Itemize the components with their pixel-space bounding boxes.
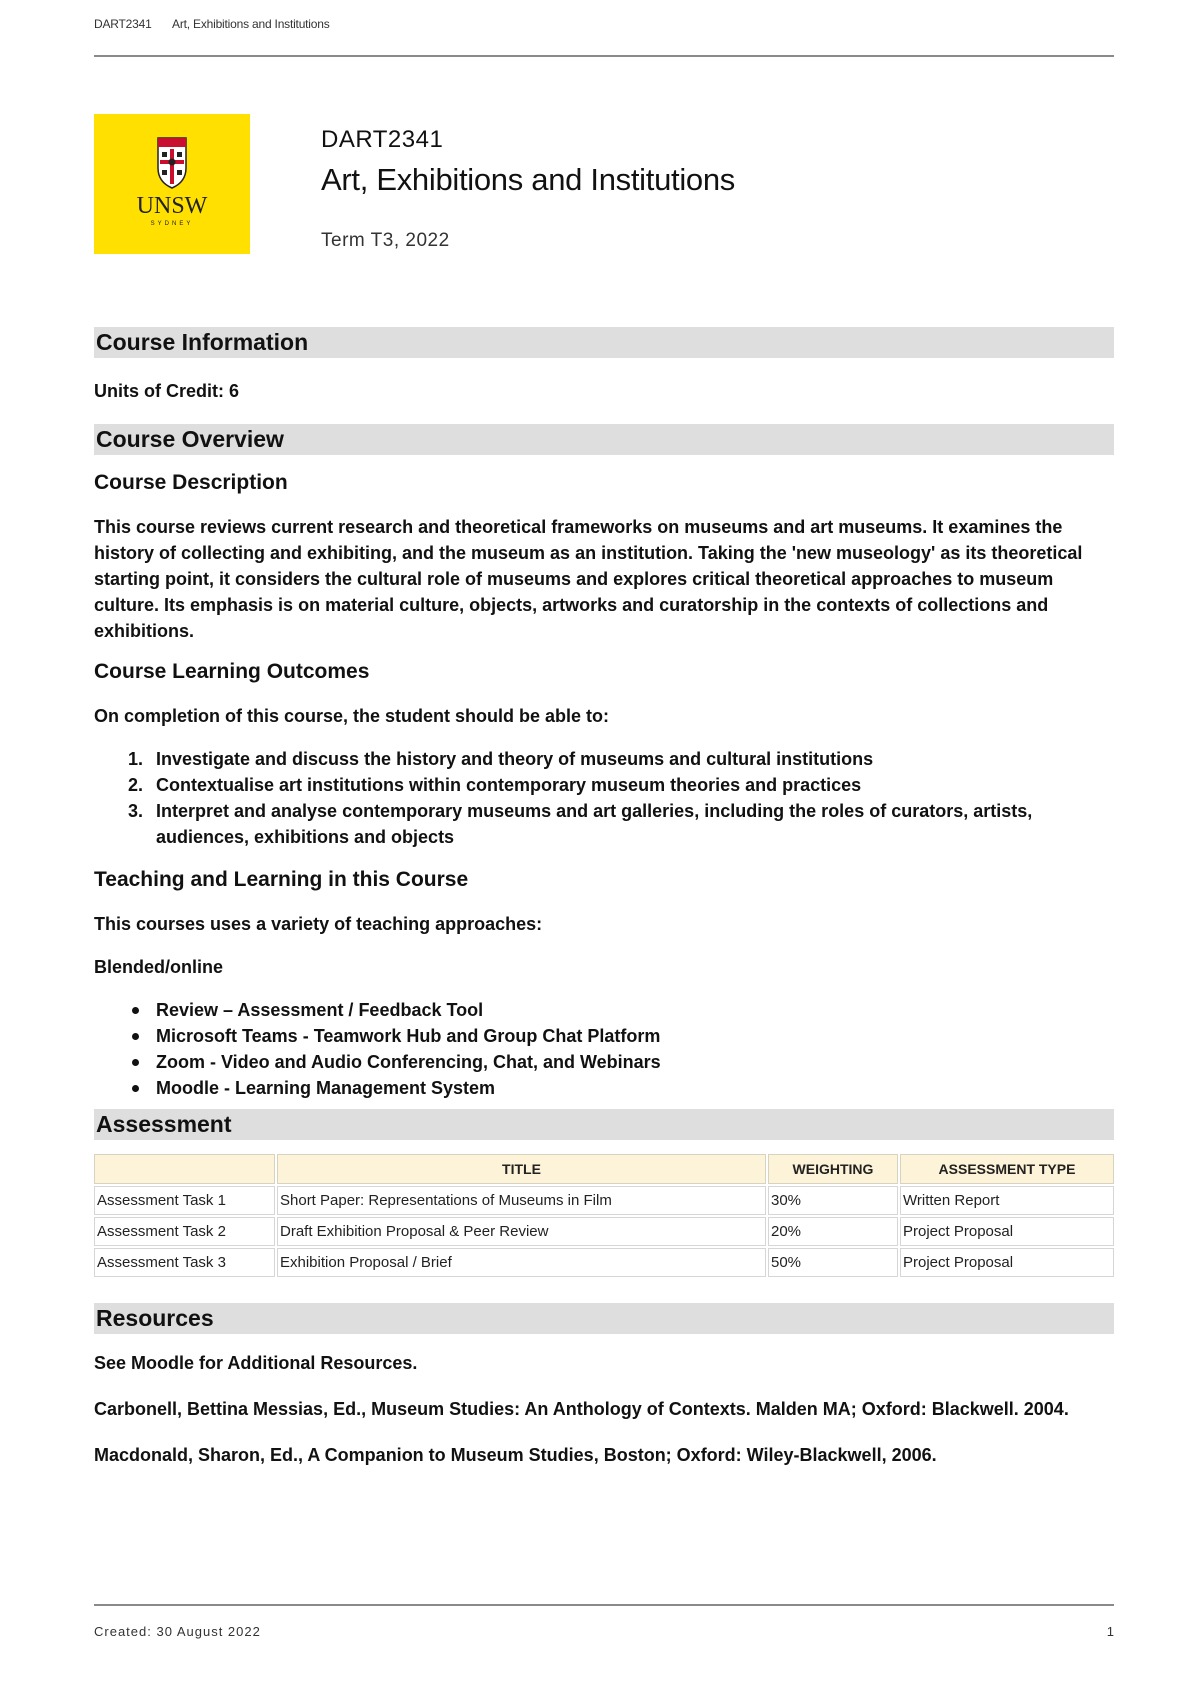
list-number: 3. xyxy=(128,801,144,821)
list-item xyxy=(94,1075,1114,1101)
logo-text: UNSW xyxy=(136,193,208,219)
resources-heading: Resources xyxy=(94,1303,1114,1334)
logo-subtext: SYDNEY xyxy=(150,221,194,227)
outcome-text: Investigate and discuss the history and theory of museums and cultural institutions xyxy=(156,749,874,769)
assessment-table xyxy=(92,1152,1116,1279)
learning-outcomes-heading: Course Learning Outcomes xyxy=(94,660,370,683)
column-header: TITLE xyxy=(277,1154,766,1184)
column-header: WEIGHTING xyxy=(768,1154,898,1184)
list-item xyxy=(94,798,1114,850)
course-term: Term T3, 2022 xyxy=(321,230,450,251)
page-header xyxy=(94,17,1114,31)
list-item xyxy=(94,772,1114,798)
table-row xyxy=(94,1248,1114,1277)
tool-text: Zoom - Video and Audio Conferencing, Chat, and Webinars xyxy=(156,1052,661,1072)
unsw-logo xyxy=(94,114,250,254)
main-content xyxy=(94,327,1114,1468)
unsw-crest-icon xyxy=(94,114,250,254)
teaching-intro: This courses uses a variety of teaching approaches: xyxy=(94,914,543,934)
table-cell: 50% xyxy=(768,1248,898,1277)
table-cell: Assessment Task 1 xyxy=(94,1186,275,1215)
reference-item: Macdonald, Sharon, Ed., A Companion to Museum Studies, Boston; Oxford: Wiley-Blackwell, 2006. xyxy=(94,1445,937,1465)
table-cell: 30% xyxy=(768,1186,898,1215)
teaching-learning-heading: Teaching and Learning in this Course xyxy=(94,868,469,891)
resources-note: See Moodle for Additional Resources. xyxy=(94,1353,418,1373)
outcome-text: Contextualise art institutions within contemporary museum theories and practices xyxy=(156,775,862,795)
tool-text: Microsoft Teams - Teamwork Hub and Group Chat Platform xyxy=(156,1026,661,1046)
course-information-heading: Course Information xyxy=(94,327,1114,358)
list-item xyxy=(94,997,1114,1023)
bullet-icon xyxy=(132,1033,139,1040)
course-name: Art, Exhibitions and Institutions xyxy=(321,162,735,197)
table-cell: Project Proposal xyxy=(900,1248,1114,1277)
page-number: 1 xyxy=(1106,1624,1114,1639)
blended-online-label: Blended/online xyxy=(94,957,224,977)
table-row xyxy=(94,1186,1114,1215)
outcomes-list xyxy=(94,746,1114,850)
list-item xyxy=(94,1049,1114,1075)
header-course-title: Art, Exhibitions and Institutions xyxy=(172,17,330,31)
table-cell: Assessment Task 3 xyxy=(94,1248,275,1277)
tools-list xyxy=(94,997,1114,1101)
title-block xyxy=(321,126,735,252)
table-cell: Written Report xyxy=(900,1186,1114,1215)
assessment-heading: Assessment xyxy=(94,1109,1114,1140)
course-overview-heading: Course Overview xyxy=(94,424,1114,455)
column-header xyxy=(94,1154,275,1184)
list-number: 2. xyxy=(128,775,144,795)
course-description-heading: Course Description xyxy=(94,471,288,494)
units-of-credit: Units of Credit: 6 xyxy=(94,381,240,401)
created-date: Created: 30 August 2022 xyxy=(94,1624,261,1639)
reference-item: Carbonell, Bettina Messias, Ed., Museum Studies: An Anthology of Contexts. Malden MA; Oxford: Blackwell. 2004. xyxy=(94,1399,1069,1419)
table-cell: Exhibition Proposal / Brief xyxy=(277,1248,766,1277)
footer-divider xyxy=(94,1604,1114,1606)
tool-text: Review – Assessment / Feedback Tool xyxy=(156,1000,484,1020)
list-number: 1. xyxy=(128,749,144,769)
table-cell: Draft Exhibition Proposal & Peer Review xyxy=(277,1217,766,1246)
table-header-row xyxy=(94,1154,1114,1184)
bullet-icon xyxy=(132,1059,139,1066)
column-header: ASSESSMENT TYPE xyxy=(900,1154,1114,1184)
bullet-icon xyxy=(132,1085,139,1092)
table-cell: Project Proposal xyxy=(900,1217,1114,1246)
course-description: This course reviews current research and theoretical frameworks on museums and art museums. It examines the history of collecting and exhibiting, and the museum as an institution. Taking the 'new museology' as its theoretical starting point, it considers the cultural role of museums and explores critical theoretical approaches to museum culture. Its emphasis is on material culture, objects, artworks and curatorship in the contexts of collections and exhibitions. xyxy=(94,517,1083,641)
outcome-text: Interpret and analyse contemporary museums and art galleries, including the roles of curators, artists, audiences, exhibitions and objects xyxy=(156,801,1033,847)
bullet-icon xyxy=(132,1007,139,1014)
tool-text: Moodle - Learning Management System xyxy=(156,1078,496,1098)
outcomes-intro: On completion of this course, the student should be able to: xyxy=(94,706,610,726)
list-item xyxy=(94,746,1114,772)
table-cell: Assessment Task 2 xyxy=(94,1217,275,1246)
header-course-code: DART2341 xyxy=(94,17,152,31)
list-item xyxy=(94,1023,1114,1049)
table-cell: 20% xyxy=(768,1217,898,1246)
table-row xyxy=(94,1217,1114,1246)
header-divider xyxy=(94,55,1114,57)
table-cell: Short Paper: Representations of Museums in Film xyxy=(277,1186,766,1215)
course-code: DART2341 xyxy=(321,126,444,153)
